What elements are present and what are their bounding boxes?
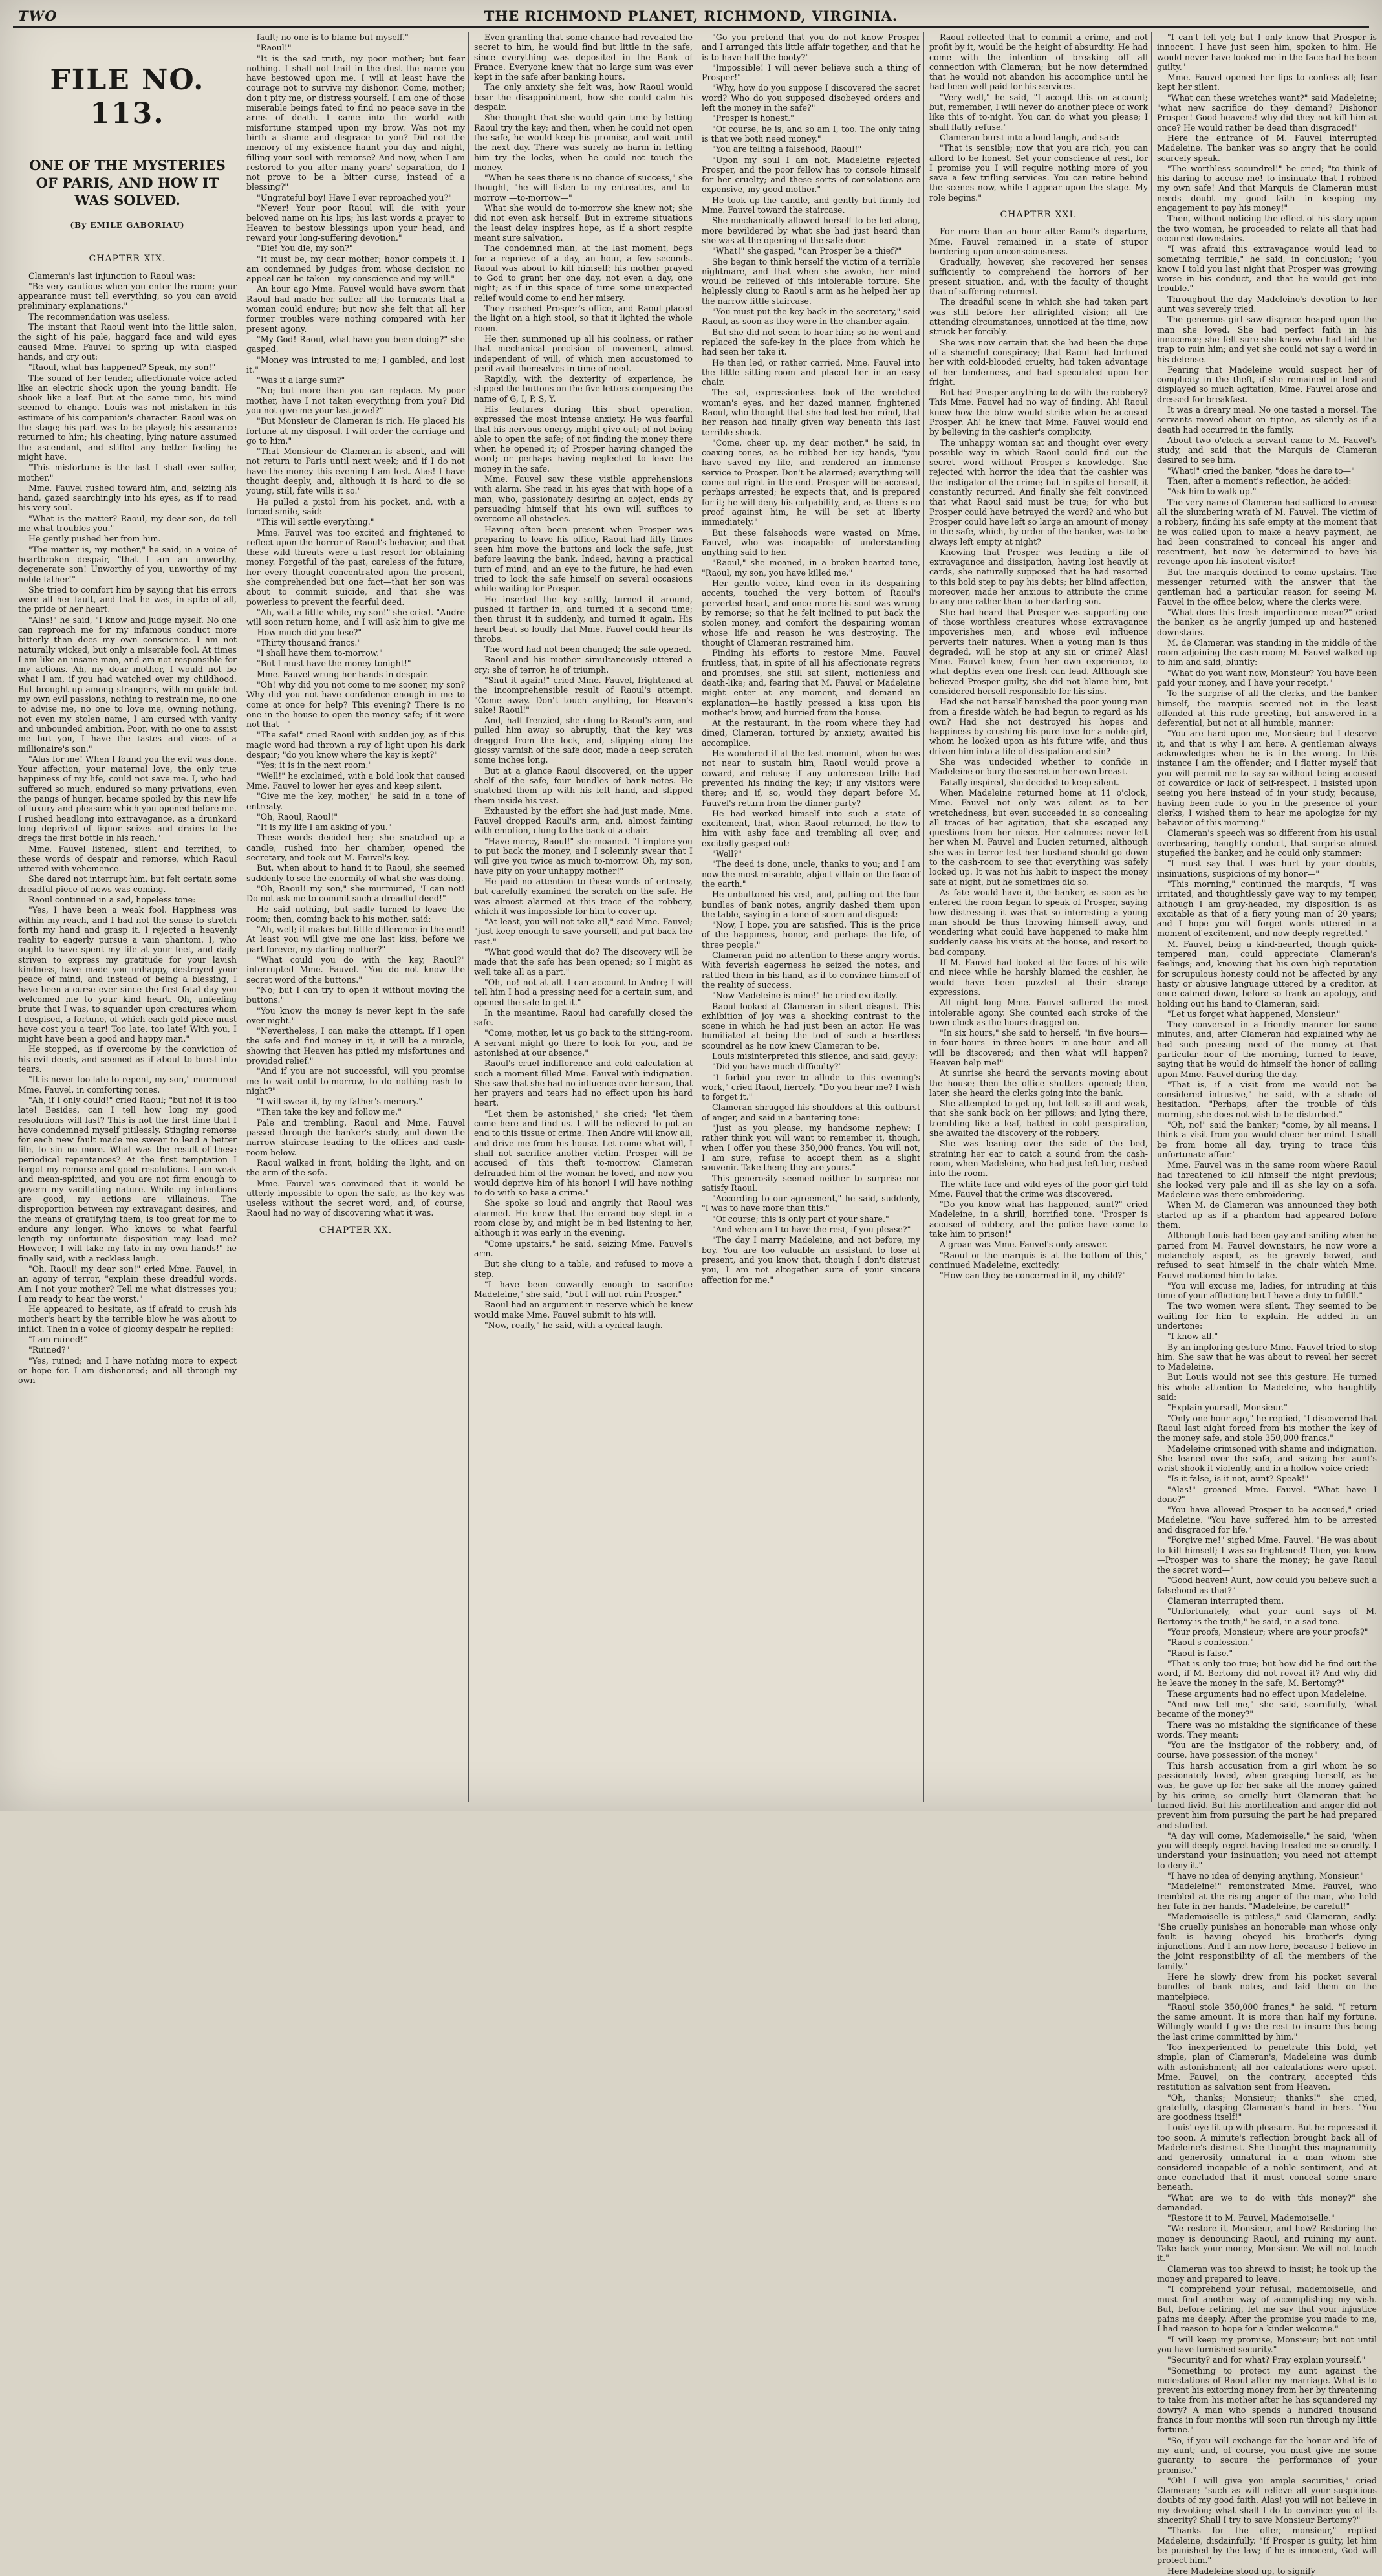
paragraph: The condemned man, at the last moment, begs for a reprieve of a day, an hour, a few seconds. Raoul was about to kill himself; his mother prayed to God to grant her one day, not even a day, one night; as if in this space of time some unexpected relief would come to end her misery. <box>474 243 693 303</box>
paragraph: The two women were silent. They seemed to be waiting for him to explain. He added in an undertone: <box>1157 1301 1377 1331</box>
paragraph: "Of course, he is, and so am I, too. The only thing is that we both need money." <box>702 124 920 144</box>
paragraph: "Let them be astonished," she cried; "let them come here and find us. I will be relieved to put an end to this tissue of crime. Then Andre will know all, and drive me from his house. Let come what will, I shall not sacrifice another victim. Prosper will be accused of this theft to-morrow. Clameran defrauded him of the woman he loved, and now you would deprive him of his honor! I will have nothing to do with so base a crime." <box>474 1108 693 1198</box>
paragraph: The generous girl saw disgrace heaped upon the man she loved. She had perfect faith in his innocence; she felt sure she knew who had laid the trap to ruin him; and yet she could not say a word in his defense. <box>1157 314 1377 364</box>
paragraph: He pulled a pistol from his pocket, and, with a forced smile, said: <box>246 496 465 516</box>
paragraph: "I have no idea of denying anything, Monsieur." <box>1167 1871 1365 1881</box>
paragraph: Then, after a moment's reflection, he added: <box>1167 476 1352 486</box>
paragraph: "What is the matter? Raoul, my dear son, do tell me what troubles you." <box>18 513 237 534</box>
paragraph: "Thirty thousand francs." <box>257 637 362 648</box>
paragraph: "I am ruined!" <box>28 1335 87 1345</box>
paragraph: He took up the candle, and gently but firmly led Mme. Fauvel toward the staircase. <box>702 195 920 215</box>
paragraph: He gently pushed her from him. <box>28 534 161 544</box>
paragraph: "You know the money is never kept in the safe over night." <box>246 1005 465 1025</box>
paragraph: "This misfortune is the last I shall ever suffer, mother." <box>18 463 237 483</box>
paragraph: He appeared to hesitate, as if afraid to crush his mother's heart by the terrible blow he was about to inflict. Then in a voice of gloomy despair he replied: <box>18 1304 237 1334</box>
story-title: FILE NO. 113. <box>50 63 205 130</box>
paragraph: To the surprise of all the clerks, and the banker himself, the marquis seemed not in the least offended at this rude greeting, but answered in a deferential, but not at all humble, manner: <box>1157 688 1377 728</box>
paragraph: Mme. Fauvel rushed toward him, and, seizing his hand, gazed searchingly into his eyes, as if to read his very soul. <box>18 483 237 513</box>
paragraph: "What do you want now, Monsieur? You have been paid your money, and I have your receipt." <box>1157 668 1377 688</box>
paragraph: Raoul looked at Clameran in silent disgust. This exhibition of joy was a shocking contrast to the scene in which he had just been an actor. He was humiliated at being the tool of such a heartless scoundrel as he now knew Clameran to be. <box>702 1001 920 1051</box>
paragraph: Mme. Fauvel was too excited and frightened to reflect upon the horror of Raoul's behavior, and that these wild threats were a last resort for obtaining money. Forgetful of the past, careless of the future, her every thought concentrated upon the present, she comprehended but one fact—that her son was about to commit suicide, and that she was powerless to prevent the fearful deed. <box>246 527 465 607</box>
paragraph: Raoul continued in a sad, hopeless tone: <box>28 895 196 904</box>
paragraph: "Your proofs, Monsieur; where are your proofs?" <box>1167 1626 1368 1637</box>
paragraph: "You are hard upon me, Monsieur; but I deserve it, and that is why I am here. A gentleman always acknowledges when he is in the wrong. In this instance I am the offender; and I flatter myself that you will permit me to say so without being accused of cowardice or lack of self-respect. I insisted upon seeing you here instead of in your study, because, having been rude to you in the presence of your clerks, I wished them to hear me apologize for my behavior of this morning." <box>1157 728 1377 828</box>
paragraph: An hour ago Mme. Fauvel would have sworn that Raoul had made her suffer all the torments that a woman could endure; but now she felt that all her former troubles were nothing compared with her present agony. <box>246 284 465 334</box>
paragraph: "Oh, Raoul! my dear son!" cried Mme. Fauvel, in an agony of terror, "explain these dreadful words. Am I not your mother? Tell me what distresses you; I am ready to hear the worst." <box>18 1263 237 1304</box>
paragraph: "This will settle everything." <box>257 517 374 527</box>
paragraph: These words decided her; she snatched up a candle, rushed into her chamber, opened the secretary, and took out M. Fauvel's key. <box>246 833 465 863</box>
paragraph: But the marquis declined to come upstairs. The messenger returned with the answer that the gentleman had a particular reason for seeing M. Fauvel in the office below, where the clerks were. <box>1157 567 1377 607</box>
paragraph: She spoke so loud and angrily that Raoul was alarmed. He knew that the errand boy slept in a room close by, and might be in bed listening to her, although it was early in the evening. <box>474 1198 693 1238</box>
paragraph: "The day I marry Madeleine, and not before, my boy. You are too valuable an assistant to lose at present, and you know that, though I don't distrust you, I am not altogether sure of your sincere affection for me." <box>702 1235 920 1285</box>
paragraph: "Nevertheless, I can make the attempt. If I open the safe and find money in it, it will be a miracle, showing that Heaven has pitied my misfortunes and provided relief." <box>246 1026 465 1065</box>
paragraph: "Is it false, is it not, aunt? Speak!" <box>1167 1474 1309 1484</box>
paragraph: "Oh, thanks; Monsieur; thanks!" she cried, gratefully, clasping Clameran's hand in hers. "You are goodness itself!" <box>1157 2092 1377 2123</box>
paragraph: "Only one hour ago," he replied, "I discovered that Raoul last night forced from his mother the key of the money safe, and stole 350,000 francs." <box>1157 1413 1377 1443</box>
paragraph: The instant that Raoul went into the little salon, the sight of his pale, haggard face and wild eyes caused Mme. Fauvel to spring up with clasped hands, and cry out: <box>18 322 237 362</box>
paragraph: "Ah, well; it makes but little difference in the end! At least you will give me one last kiss, before we part forever, my darling mother?" <box>246 924 465 954</box>
paragraph: "It is my life I am asking of you." <box>257 822 392 833</box>
paragraph: Mme. Fauvel wrung her hands in despair. <box>257 669 429 679</box>
paragraph: About two o'clock a servant came to M. Fauvel's study, and said that the Marquis de Clameran desired to see him. <box>1157 435 1377 465</box>
paragraph: "Ruined?" <box>28 1345 70 1355</box>
paragraph: Fatally inspired, she decided to keep silent. <box>940 777 1119 787</box>
paragraph: "Forgive me!" sighed Mme. Fauvel. "He was about to kill himself; I was so frightened! Then, you know—Prosper was to share the money; he gave Raoul the secret word—" <box>1157 1535 1377 1575</box>
paragraph: "But I must have the money tonight!" <box>257 659 411 669</box>
paragraph: Mme. Fauvel listened, silent and terrified, to these words of despair and remorse, which Raoul uttered with vehemence. <box>18 844 237 874</box>
paragraph: "Raoul stole 350,000 francs," he said. "I return the same amount. It is more than half my fortune. Willingly would I give the rest to insure this being the last crime committed by him." <box>1157 2002 1377 2042</box>
paragraph: "Alas!" groaned Mme. Fauvel. "What have I done?" <box>1157 1484 1377 1505</box>
paragraph: He paid no attention to these words of entreaty, but carefully examined the scratch on the safe. He was almost alarmed at this trace of the robbery, which it was impossible for him to cover up. <box>474 876 693 916</box>
paragraph: "The safe!" cried Raoul with sudden joy, as if this magic word had thrown a ray of light upon his dark despair; "do you know where the key is kept?" <box>246 730 465 760</box>
paragraph: "Ungrateful boy! Have I ever reproached you?" <box>257 192 453 202</box>
paragraph: "Now, really," he said, with a cynical laugh. <box>484 1320 663 1330</box>
paragraph: Too inexperienced to penetrate this bold, yet simple, plan of Clameran's, Madeleine was dumb with astonishment; all her calculations were upset. Mme. Fauvel, on the contrary, accepted this restitution as salvation sent from Heaven. <box>1157 2042 1377 2092</box>
paragraph: "I must say that I was hurt by your doubts, insinuations, suspicions of my honor—" <box>1157 858 1377 879</box>
paragraph: She had heard that Prosper was supporting one of those worthless creatures whose extravagance impoverishes men, and whose evil influence perverts their natures. When a young man is thus degraded, will he stop at any sin or crime? Alas! Mme. Fauvel knew, from her own experience, to what depths even one fresh can lead. Although she believed Prosper guilty, she did not blame him, but considered herself responsible for his sins. <box>929 607 1148 696</box>
paragraph: The unhappy woman sat and thought over every possible way in which Raoul could find out the secret word without Prosper's knowledge. She rejected with horror the idea that the cashier was the instigator of the crime; but in spite of herself, it constantly recurred. And finally she felt convinced that what Raoul said must be true; for who but Prosper could have betrayed the word? and who but Prosper could have left so large an amount of money in the safe, which, by order of the banker, was to be always left empty at night? <box>929 437 1148 547</box>
paragraph: Clameran was too shrewd to insist; he took up the money and prepared to leave. <box>1157 2264 1377 2284</box>
paragraph: Mme. Fauvel was convinced that it would be utterly impossible to open the safe, as the key was useless without the secret word, and, of course, Raoul had no way of discovering what it was. <box>246 1178 465 1218</box>
paragraph: The dreadful scene in which she had taken part was still before her affrighted vision; all the attending circumstances, unnoticed at the time, now struck her forcibly. <box>929 297 1148 337</box>
paragraph: "And when am I to have the rest, if you please?" <box>712 1225 911 1235</box>
paragraph: "The matter is, my mother," he said, in a voice of heartbroken despair, "that I am an unworthy, degenerate son! Unworthy of you, unworthy of my noble father!" <box>18 544 237 584</box>
paragraph: "I shall have them to-morrow." <box>257 648 383 659</box>
page-header <box>13 5 1369 28</box>
paragraph: She was leaning over the side of the bed, straining her ear to catch a sound from the cash-room, when Madeleine, who had just left her, rushed into the room. <box>929 1139 1148 1179</box>
paragraph: "Oh! I will give you ample securities," cried Clameran; "such as will relieve all your suspicious doubts of my good faith. Alas! you will not believe in my devotion; what shall I do to convince you of its sincerity? Shall I try to save Monsieur Bertomy?" <box>1157 2475 1377 2526</box>
paragraph: Madeleine crimsoned with shame and indignation. She leaned over the sofa, and seizing her aunt's wrist shook it violently, and in a hollow voice cried: <box>1157 1443 1377 1474</box>
paragraph: "What!" cried the banker, "does he dare to—" <box>1167 465 1355 475</box>
paragraph: Here he slowly drew from his pocket several bundles of bank notes, and laid them on the mantelpiece. <box>1157 1972 1377 2002</box>
column-text <box>246 32 465 1236</box>
paragraph: "Mademoiselle is pitiless," said Clameran, sadly. "She cruelly punishes an honorable man whose only fault is having obeyed his brother's dying injunctions. And I am now here, because I believe in the joint responsibility of all the members of the family." <box>1157 1912 1377 1971</box>
paragraph: What she would do to-morrow she knew not; she did not even ask herself. But in extreme situations the least delay inspires hope, as if a short respite meant sure salvation. <box>474 203 693 243</box>
story-headline: ONE OF THE MYSTERIES OF PARIS, AND HOW IT WAS SOLVED. <box>29 157 226 208</box>
paragraph: They reached Prosper's office, and Raoul placed the light on a high stool, so that it lighted the whole room. <box>474 303 693 333</box>
paragraph: "What!" she gasped, "can Prosper be a thief?" <box>712 246 902 256</box>
paragraph: "I forbid you ever to allude to this evening's work," cried Raoul, fiercely. "Do you hear me? I wish to forget it." <box>702 1072 920 1102</box>
paragraph: "I will keep my promise, Monsieur; but not until you have furnished security." <box>1157 2334 1377 2354</box>
paragraph: "Upon my soul I am not. Madeleine rejected Prosper, and the poor fellow has to console himself for her cruelty; and these sorts of consolations are expensive, my good mother." <box>702 155 920 195</box>
paragraph: When M. de Clameran was announced they both started up as if a phantom had appeared before them. <box>1157 1200 1377 1230</box>
paragraph: "That Monsieur de Clameran is absent, and will not return to Paris until next week; and if I do not have the money this evening I am lost. Alas! I have thought deeply, and, although it is hard to die so young, still, fate wills it so." <box>246 446 465 496</box>
paragraph: He then summoned up all his coolness, or rather that mechanical precision of movement, almost independent of will, of which men accustomed to peril avail themselves in time of need. <box>474 333 693 373</box>
paragraph: But Louis would not see this gesture. He turned his whole attention to Madeleine, who haughtily said: <box>1157 1372 1377 1403</box>
paragraph: Rapidly, with the dexterity of experience, he slipped the buttons on the five letters composing the name of G, I, P, S, Y. <box>474 374 693 404</box>
paragraph: Raoul's cruel indifference and cold calculation at such a moment filled Mme. Fauvel with indignation. She saw that she had no influence over her son, that her prayers and tears had no effect upon his hard heart. <box>474 1058 693 1108</box>
paragraph: There was no mistaking the significance of these words. They meant: <box>1157 1719 1377 1740</box>
paragraph: "Unfortunately, what your aunt says of M. Bertomy is the truth," he said, in a sad tone. <box>1157 1606 1377 1626</box>
paragraph: Clameran's last injunction to Raoul was: <box>28 270 195 281</box>
paragraph: "Come, mother, let us go back to the sitting-room. A servant might go there to look for you, and be astonished at our absence." <box>474 1028 693 1058</box>
paragraph: She dared not interrupt him, but felt certain some dreadful piece of news was coming. <box>18 874 237 894</box>
page-number: TWO <box>18 8 58 24</box>
paragraph: But she did not seem to hear him; so he went and replaced the safe-key in the place from which he had seen her take it. <box>702 327 920 357</box>
paragraph: "Restore it to M. Fauvel, Mademoiselle." <box>1167 2213 1335 2223</box>
paragraph: Raoul had an argument in reserve which he knew would make Mme. Fauvel submit to his will. <box>474 1300 693 1320</box>
column-4 <box>702 32 920 1802</box>
paragraph: "Yes; it is in the next room." <box>257 760 372 770</box>
paragraph: "Madeleine!" remonstrated Mme. Fauvel, who trembled at the rising anger of the man, who held her fate in her hands. "Madeleine, be careful!" <box>1157 1881 1377 1911</box>
paragraph: "At least, you will not take all," said Mme. Fauvel; "just keep enough to save yourself, and put back the rest." <box>474 917 693 946</box>
paragraph: "Come, cheer up, my dear mother," he said, in coaxing tones, as he rubbed her icy hands, "you have saved my life, and rendered an immense service to Prosper. Don't be alarmed; everything will come out right in the end. Prosper will be accused, perhaps arrested; he expects that, and is prepared for it; he will deny his culpability, and, as there is no proof against him, he will be set at liberty immediately." <box>702 437 920 527</box>
paragraph: "You will excuse me, ladies, for intruding at this time of your affliction; but I have a duty to fulfill." <box>1157 1280 1377 1301</box>
paragraph: Even granting that some chance had revealed the secret to him, he would find but little in the safe, since everything was deposited in the Bank of France. Everyone knew that no large sum was ever kept in the safe after banking hours. <box>474 32 693 82</box>
paragraph: The only anxiety she felt was, how Raoul would bear the disappointment, how she could calm his despair. <box>474 82 693 113</box>
paragraph: He then led, or rather carried, Mme. Fauvel into the little sitting-room and placed her in an easy chair. <box>702 357 920 387</box>
paragraph: Gradually, however, she recovered her senses sufficiently to comprehend the horrors of her present situation, and, with the faculty of thought that of suffering returned. <box>929 257 1148 297</box>
paragraph: "My God! Raoul, what have you been doing?" she gasped. <box>246 334 465 355</box>
paragraph: "A day will come, Mademoiselle," he said, "when you will deeply regret having treated me so cruelly. I understand your insinuation; you need not attempt to deny it." <box>1157 1830 1377 1870</box>
paragraph: "What are we to do with this money?" she demanded. <box>1157 2192 1377 2212</box>
paragraph: Clameran's speech was so different from his usual overbearing, haughty conduct, that surprise almost stupefied the banker, and he could only stammer: <box>1157 828 1377 858</box>
paragraph: "Explain yourself, Monsieur." <box>1167 1403 1288 1413</box>
paragraph: Although Louis had been gay and smiling when he parted from M. Fauvel downstairs, he now wore a melancholy aspect, as he gravely bowed, and refused to seat himself in the chair which Mme. Fauvel motioned him to take. <box>1157 1230 1377 1280</box>
paragraph: M. de Clameran was standing in the middle of the room adjoining the cash-room; M. Fauvel walked up to him and said, bluntly: <box>1157 637 1377 668</box>
paragraph: Finding his efforts to restore Mme. Fauvel fruitless, that, in spite of all his affectionate regrets and promises, she still sat silent, motionless and death-like; and, fearing that M. Fauvel or Madeleine might enter at any moment, and demand an explanation—he hastily pressed a kiss upon his mother's brow, and hurried from the house. <box>702 648 920 717</box>
paragraph: At the restaurant, in the room where they had dined, Clameran, tortured by anxiety, awaited his accomplice. <box>702 718 920 748</box>
paragraph: She was now certain that she had been the dupe of a shameful conspiracy; that Raoul had tortured her with cold-blooded cruelty, had taken advantage of her tenderness, and had speculated upon her fright. <box>929 337 1148 387</box>
paragraph: Mme. Fauvel was in the same room where Raoul had threatened to kill himself the night previous; she looked very pale and ill as she lay on a sofa. Madeleine was there embroidering. <box>1157 1160 1377 1200</box>
paragraph: He unbuttoned his vest, and, pulling out the four bundles of bank notes, angrily dashed them upon the table, saying in a tone of scorn and disgust: <box>702 890 920 919</box>
paragraph: "Very well," he said, "I accept this on account; but, remember, I will never do another piece of work like this of to-night. You can do what you please; I shall flatly refuse." <box>929 92 1149 132</box>
paragraph: "I know all." <box>1167 1331 1218 1342</box>
paragraph: Pale and trembling, Raoul and Mme. Fauvel passed through the banker's study, and down the narrow staircase leading to the offices and cash-room below. <box>246 1117 465 1157</box>
paragraph: If M. Fauvel had looked at the faces of his wife and niece while he harshly blamed the cashier, he would have been puzzled at their strange expressions. <box>929 957 1148 997</box>
paragraph: "You are the instigator of the robbery, and, of course, have possession of the money." <box>1157 1740 1377 1760</box>
paragraph: "Well!" he exclaimed, with a bold look that caused Mme. Fauvel to lower her eyes and keep silent. <box>246 770 465 791</box>
column-6 <box>1157 32 1377 2576</box>
paragraph: Having often been present when Prosper was preparing to leave his office, Raoul had fifty times seen him move the buttons and lock the safe, just before leaving the bank. Indeed, having a practical turn of mind, and an eye to the future, he had even tried to lock the safe himself on several occasions while waiting for Prosper. <box>474 524 693 594</box>
paragraph: Had she not herself banished the poor young man from a fireside which he had begun to regard as his own? Had she not destroyed his hopes and happiness by crushing his pure love for a noble girl, whom he looked upon as his future wife, and thus driven him into a life of dissipation and sin? <box>929 697 1148 756</box>
paragraph: He inserted the key softly, turned it around, pushed it farther in, and turned it a second time; then thrust it in suddenly, and turned it again. His heart beat so loudly that Mme. Fauvel could hear its throbs. <box>474 594 693 644</box>
paragraph: "Have mercy, Raoul!" she moaned. "I implore you to put back the money, and I solemnly swear that I will give you twice as much to-morrow. Oh, my son, have pity on your unhappy mother!" <box>474 836 693 876</box>
chapter-heading: CHAPTER XX. <box>319 1225 393 1236</box>
paragraph: "What could you do with the key, Raoul?" interrupted Mme. Fauvel. "You do not know the secret word of the buttons." <box>246 955 465 985</box>
paragraph: "Alas!" he said, "I know and judge myself. No one can reproach me for my infamous conduct more bitterly than does my own conscience. I am not naturally wicked, but only a miserable fool. At times I am like an insane man, and am not responsible for my actions. Ah, my dear mother, I would not be what I am, if you had watched over my childhood. But brought up among strangers, with no guide but my own evil passions, nothing to restrain me, no one to advise me, no one to love me, owning nothing, not even my stolen name, I am cursed with vanity and unbounded ambition. Poor, with no one to assist me but you, I have the tastes and vices of a millionaire's son." <box>18 615 237 754</box>
chapter-heading: CHAPTER XXI. <box>1000 210 1077 221</box>
paragraph: "I have been cowardly enough to sacrifice Madeleine," she said, "but I will not ruin Prosper." <box>474 1279 693 1300</box>
paragraph: "According to our agreement," he said, suddenly, "I was to have more than this." <box>702 1194 920 1214</box>
paragraph: A groan was Mme. Fauvel's only answer. <box>940 1239 1108 1250</box>
paragraph: "It must be, my dear mother; honor compels it. I am condemned by judges from whose decision no appeal can be taken—my conscience and my will." <box>246 254 465 284</box>
paragraph: As fate would have it, the banker, as soon as he entered the room began to speak of Prosper, saying how distressing it was that so interesting a young man should be thus throwing himself away, and wondering what could have happened to make him suddenly cease his visits at the house, and resort to bad company. <box>929 887 1148 957</box>
column-text <box>18 271 237 1386</box>
paragraph: "Thanks for the offer, monsieur," replied Madeleine, disdainfully. "If Prosper is guilty, let him be punished by the law; if he is innocent, God will protect him." <box>1157 2526 1377 2566</box>
paragraph: "Raoul!" <box>257 43 292 53</box>
paragraph: Knowing that Prosper was leading a life of extravagance and dissipation, having lost heavily at cards, she naturally supposed that he had resorted to this bold step to pay his debts; her blind affection, moreover, made her anxious to attribute the crime to any one rather than to her darling son. <box>929 547 1149 607</box>
paragraph: These arguments had no effect upon Madeleine. <box>1167 1688 1367 1699</box>
paragraph: "Raoul or the marquis is at the bottom of this," continued Madeleine, excitedly. <box>929 1250 1148 1270</box>
paragraph: "Ah, if I only could!" cried Raoul; "but no! it is too late! Besides, can I tell how long my good resolutions will last? This is not the first time that I have condemned myself pitilessly. Stinging remorse for each new fault made me swear to lead a better life, to sin no more. What was the result of these periodical repentances? At the first temptation I forgot my remorse and good resolutions. I am weak and mean-spirited, and you are not firm enough to govern my vacillating nature. While my intentions are good, my actions are villainous. The disproportion between my extravagant desires, and the means of gratifying them, is too great for me to endure any longer. Who knows to what fearful length my unfortunate disposition may lead me? However, I will take my fate in my own hands!" he finally said, with a reckless laugh. <box>18 1095 237 1263</box>
paragraph: He stopped, as if overcome by the conviction of his evil deeds, and seemed as if about to burst into tears. <box>18 1044 237 1075</box>
paragraph: But, when about to hand it to Raoul, she seemed suddenly to see the enormity of what she was doing. <box>246 863 465 883</box>
story-byline: (By EMILE GABORIAU) <box>70 221 185 230</box>
paragraph: She tried to comfort him by saying that his errors were all her fault, and that he was, in spite of all, the pride of her heart. <box>18 584 237 615</box>
paragraph: "I will swear it, by my father's memory." <box>257 1097 423 1107</box>
paragraph: "Raoul is false." <box>1167 1648 1233 1658</box>
paragraph: "Die! You die, my son?" <box>257 243 353 254</box>
paragraph: "Oh! why did you not come to me sooner, my son? Why did you not have confidence enough in me to come at once for help? This evening? There is no one in the house to open the money safe; if it were not that—" <box>246 680 465 730</box>
paragraph: "Was it a large sum?" <box>257 375 345 386</box>
column-1 <box>18 32 237 1802</box>
paragraph: Then, without noticing the effect of his story upon the two women, he proceeded to relate all that had occurred downstairs. <box>1157 213 1377 243</box>
paragraph: "Ah, wait a little while, my son!" she cried. "Andre will soon return home, and I will ask him to give me— How much did you lose?" <box>246 607 465 637</box>
paragraph: He had worked himself into such a state of excitement, that, when Raoul returned, he flew to him with ashy face and trembling all over, and excitedly gasped out: <box>702 808 920 848</box>
paragraph: Mme. Fauvel saw these visible apprehensions with alarm. She read in his eyes that with hope of a man, who, passionately desiring an object, ends by persuading himself that his own will suffices to overcome all obstacles. <box>474 474 693 524</box>
paragraph: "Come upstairs," he said, seizing Mme. Fauvel's arm. <box>474 1238 693 1258</box>
paragraph: At sunrise she heard the servants moving about the house; then the office shutters opened; then, later, she heard the clerks going into the bank. <box>929 1068 1148 1098</box>
paragraph: Here the entrance of M. Fauvel interrupted Madeleine. The banker was so angry that he could scarcely speak. <box>1157 133 1377 163</box>
paragraph: The very name of Clameran had sufficed to arouse all the slumbering wrath of M. Fauvel. The victim of a robbery, finding his safe empty at the moment that he was called upon to make a heavy payment, he had been constrained to conceal his anger and resentment, but now he determined to have his revenge upon his insolent visitor! <box>1157 497 1377 567</box>
paragraph: "Let us forget what happened, Monsieur." <box>1167 1009 1341 1019</box>
column-text <box>702 32 920 1285</box>
paragraph: "Prosper is honest." <box>712 113 794 124</box>
paragraph: Clameran burst into a loud laugh, and said: <box>940 132 1119 142</box>
column-text <box>929 32 1148 1281</box>
paragraph: "Well?" <box>712 849 742 859</box>
paragraph: "How can they be concerned in it, my child?" <box>940 1271 1127 1281</box>
paragraph: But she clung to a table, and refused to move a step. <box>474 1259 693 1279</box>
paragraph: "Raoul's confession." <box>1167 1637 1255 1648</box>
paragraph: "The worthless scoundrel!" he cried; "to think of his daring to accuse me! to insinuate that I robbed my own safe! And that Marquis de Clameran must needs doubt my good faith in keeping my engagement to pay his money!" <box>1157 163 1377 213</box>
paragraph: But these falsehoods were wasted on Mme. Fauvel, who was incapable of understanding anything said to her. <box>702 527 920 558</box>
column-rule <box>1151 32 1152 1802</box>
paragraph: "This morning," continued the marquis, "I was irritated, and thoughtlessly gave way to my temper, although I am gray-headed, my disposition is as excitable as that of a fiery young man of 20 years; and I hope you will forget words uttered in a moment of excitement, and now deeply regretted." <box>1157 879 1377 939</box>
paragraph: "What can these wretches want?" said Madeleine; "what new sacrifice do they demand? Dishonor Prosper! Good heavens! why did they not kill him at once? He would rather be dead than disgraced!" <box>1157 93 1377 133</box>
paragraph: By an imploring gesture Mme. Fauvel tried to stop him. She saw that he was about to reveal her secret to Madeleine. <box>1157 1342 1377 1372</box>
paragraph: fault; no one is to blame but myself." <box>257 32 409 42</box>
paragraph: She thought that she would gain time by letting Raoul try the key; and then, when he could not open the safe, he would keep his promise, and wait until the next day. There was surely no harm in letting him try the locks, when he could not touch the money. <box>474 113 693 172</box>
paragraph: "Did you have much difficulty?" <box>712 1062 843 1072</box>
column-2 <box>246 32 465 1802</box>
paragraph: "Shut it again!" cried Mme. Fauvel, frightened at the incomprehensible result of Raoul's attempt. "Come away. Don't touch anything, for Heaven's sake! Raoul!" <box>474 675 693 715</box>
paragraph: Louis' eye lit up with pleasure. But he repressed it too soon. A minute's reflection brought back all of Madeleine's distrust. She thought this magnanimity and generosity unnatural in a man whom she considered incapable of a noble sentiment, and at once concluded that it must conceal some snare beneath. <box>1157 2123 1377 2192</box>
paragraph: The white face and wild eyes of the poor girl told Mme. Fauvel that the crime was discovered. <box>929 1179 1148 1199</box>
paragraph: "It is never too late to repent, my son," murmured Mme. Fauvel, in comforting tones. <box>18 1075 237 1095</box>
paragraph: Raoul reflected that to commit a crime, and not profit by it, would be the height of absurdity. He had come with the intention of breaking off all connection with Clameran; but he now determined that he would not abandon his accomplice until he had been well paid for his services. <box>929 32 1148 92</box>
paragraph: "I was afraid this extravagance would lead to something terrible," he said, in conclusion; "you know I told you last night that Prosper was growing worse in his conduct, and that he would get into trouble." <box>1157 244 1377 294</box>
paragraph: "The deed is done, uncle, thanks to you; and I am now the most miserable, abject villain on the face of the earth." <box>702 859 920 889</box>
column-rule <box>923 32 924 1802</box>
paragraph: "Raoul, what has happened? Speak, my son!" <box>28 362 216 373</box>
paragraph: Her gentle voice, kind even in its despairing accents, touched the very bottom of Raoul's perverted heart, and once more his soul was wrung by remorse; so that he felt inclined to put back the stolen money, and comfort the despairing woman whose life and reason he was destroying. The thought of Clameran restrained him. <box>702 578 920 648</box>
column-rule <box>468 32 469 1802</box>
paragraph: And, half frenzied, she clung to Raoul's arm, and pulled him away so abruptly, that the key was dragged from the lock, and, slipping along the glossy varnish of the safe door, made a deep scratch some inches long. <box>474 715 693 765</box>
paragraph: Mme. Fauvel opened her lips to confess all; fear kept her silent. <box>1157 72 1377 93</box>
paragraph: Raoul and his mother simultaneously uttered a cry; she of terror; he of triumph. <box>474 655 693 675</box>
paragraph: But had Prosper anything to do with the robbery? This Mme. Fauvel had no way of finding. Ah! Raoul knew how the blow would strike when he accused Prosper. Ah! he knew that Mme. Fauvel would end by believing in the cashier's complicity. <box>929 387 1148 437</box>
paragraph: "Security? and for what? Pray explain yourself." <box>1167 2355 1366 2365</box>
paragraph: "You are telling a falsehood, Raoul!" <box>712 144 862 155</box>
paragraph: "What good would that do? The discovery will be made that the safe has been opened; so I might as well take all as a part." <box>474 947 693 977</box>
paragraph: The sound of her tender, affectionate voice acted like an electric shock upon the young bandit. He shook like a leaf. But at the same time, his mind seemed to change. Louis was not mistaken in his estimate of his companion's character. Raoul was on the stage; his part was to be played; his assurance returned to him; his cheating, lying nature assumed the ascendant, and stifled any better feeling he might have. <box>18 373 237 462</box>
paragraph: "Now, I hope, you are satisfied. This is the price of the happiness, honor, and perhaps the life, of three people." <box>702 920 920 950</box>
paragraph: "Never! Your poor Raoul will die with your beloved name on his lips; his last words a prayer to Heaven to bestow blessings upon your head, and reward your long-suffering devotion." <box>246 203 465 243</box>
paragraph: But at a glance Raoul discovered, on the upper shelf of the safe, four bundles of bank notes. He snatched them up with his left hand, and slipped them inside his vest. <box>474 765 693 805</box>
paragraph: All night long Mme. Fauvel suffered the most intolerable agony. She counted each stroke of the town clock as the hours dragged on. <box>929 998 1148 1027</box>
paragraph: They conversed in a friendly manner for some minutes, and, after Clameran had explained why he had such pressing need of the money at that particular hour of the morning, turned to leave, saying that he would do himself the honor of calling upon Mme. Fauvel during the day. <box>1157 1020 1377 1079</box>
paragraph: "I comprehend your refusal, mademoiselle, and must find another way of accomplishing my wish. But, before retiring, let me say that your injustice pains me deeply. After the promise you made to me, I had reason to hope for a kinder welcome." <box>1157 2284 1377 2334</box>
paragraph: "You must put the key back in the secretary," said Raoul, as soon as they were in the chamber again. <box>702 307 920 327</box>
paragraph: The recommendation was useless. <box>28 311 171 322</box>
paragraph: Fearing that Madeleine would suspect her of complicity in the theft, if she remained in bed and displayed so much agitation, Mme. Fauvel arose and dressed for breakfast. <box>1157 364 1377 404</box>
paragraph: "That is only too true; but how did he find out the word, if M. Bertomy did not reveal it? And why did he leave the money in the safe, M. Bertomy?" <box>1157 1658 1377 1688</box>
paragraph: She began to think herself the victim of a terrible nightmare, and that when she awoke, her mind would be relieved of this intolerable torture. She helplessly clung to Raoul's arm as he helped her up the narrow little staircase. <box>702 256 920 306</box>
paragraph: Raoul walked in front, holding the light, and on the arm of the sofa. <box>246 1157 465 1178</box>
paragraph: "Of course; this is only part of your share." <box>712 1214 889 1224</box>
paragraph: This harsh accusation from a girl whom he so passionately loved, when grasping herself, as he was, he gave up for her sake all the money gained by his crime, so cruelly hurt Clameran that he turned livid. But his mortification and anger did not prevent him from pursuing the part he had prepared and studied. <box>1157 1760 1377 1830</box>
paragraph: Louis misinterpreted this silence, and said, gayly: <box>712 1051 918 1061</box>
paragraph: Here Madeleine stood up, to signify <box>1167 2566 1315 2576</box>
paragraph: "Oh, Raoul, Raoul!" <box>257 811 338 822</box>
paragraph: "You have allowed Prosper to be accused," cried Madeleine. "You have suffered him to be arrested and disgraced for life." <box>1157 1505 1377 1534</box>
column-text <box>1157 32 1377 2576</box>
paragraph: "No; but I can try to open it without moving the buttons." <box>246 985 465 1005</box>
paragraph: Clameran shrugged his shoulders at this outburst of anger, and said in a bantering tone: <box>702 1102 920 1122</box>
paragraph: In the meantime, Raoul had carefully closed the safe. <box>474 1007 693 1028</box>
paragraph: "Money was intrusted to me; I gambled, and lost it." <box>246 355 465 375</box>
paragraph: "Give me the key, mother," he said in a tone of entreaty. <box>246 791 465 811</box>
paragraph: "And now tell me," she said, scornfully, "what became of the money?" <box>1157 1699 1377 1719</box>
paragraph: Throughout the day Madeleine's devotion to her aunt was severely tried. <box>1157 294 1377 314</box>
paragraph: For more than an hour after Raoul's departure, Mme. Fauvel remained in a state of stupor bordering upon unconsciousness. <box>929 226 1148 256</box>
paragraph: This generosity seemed neither to surprise nor satisfy Raoul. <box>702 1173 920 1193</box>
column-text <box>474 32 693 1330</box>
paragraph: "Yes, I have been a weak fool. Happiness was within my reach, and I had not the sense to stretch forth my hand and grasp it. I rejected a heavenly reality to eagerly pursue a vain phantom. I, who ought to have spent my life at your feet, and daily striven to express my gratitude for your lavish kindness, have made you unhappy, destroyed your peace of mind, and instead of being a blessing, I have been a curse ever since the first fatal day you welcomed me to your kind heart. Oh, unfeeling brute that I was, to squander upon creatures whom I despised, a fortune, of which each gold piece must have cost you a tear! Too late, too late! With you, I might have been a good and happy man." <box>18 905 237 1044</box>
paragraph: "Impossible! I will never believe such a thing of Prosper!" <box>702 62 920 83</box>
paragraph: "Oh, no!" said the banker; "come, by all means. I think a visit from you would cheer her mind. I shall be from home all day, trying to trace this unfortunate affair." <box>1157 1120 1377 1159</box>
paragraph: When Madeleine returned home at 11 o'clock, Mme. Fauvel not only was silent as to her wretchedness, but even succeeded in so concealing all traces of her agitation, that she escaped any questions from her niece. Her calmness never left her when M. Fauvel and Lucien returned, although she was in terror lest her husband should go down to the cash-room to see that everything was safely locked up. It was not his habit to inspect the money safe at night, but he sometimes did so. <box>929 787 1148 887</box>
paragraph: "When he sees there is no chance of success," she thought, "he will listen to my entreaties, and to-morrow —to-morrow—" <box>474 173 693 202</box>
paragraph: "Why, how do you suppose I discovered the secret word? Who do you supposed disobeyed orders and left the money in the safe?" <box>702 83 920 113</box>
paragraph: "In six hours," she said to herself, "in five hours—in four hours—in three hours—in one hour—and all will be discovered; and then what will happen? Heaven help me!" <box>929 1028 1148 1067</box>
paragraph: He wondered if at the last moment, when he was not near to sustain him, Raoul would prove a coward, and refuse; if any unforeseen trifle had prevented his finding the key; if any visitors were there; and if, so, would they depart before M. Fauvel's return from the dinner party? <box>702 748 920 808</box>
paragraph: "That is sensible; now that you are rich, you can afford to be honest. Set your conscience at rest, for I promise you I will require nothing more of you save a few trifling services. You can retire behind the scenes now, while I appear upon the stage. My role begins." <box>929 143 1148 202</box>
paragraph: She mechanically allowed herself to be led along, more bewildered by what she had just heard than she was at the opening of the safe door. <box>702 215 920 245</box>
paragraph: "So, if you will exchange for the honor and life of my aunt; and, of course, you must give me some guaranty to secure the performance of your promise." <box>1157 2435 1377 2475</box>
paragraph: Clameran interrupted them. <box>1167 1596 1284 1606</box>
paragraph: "But Monsieur de Clameran is rich. He placed his fortune at my disposal. I will order the carriage and go to him." <box>246 416 465 446</box>
paragraph: The set, expressionless look of the wretched woman's eyes, and her dazed manner, frightened Raoul, who thought that she had lost her mind, that her reason had finally given way beneath this last terrible shock. <box>702 387 920 437</box>
paragraph: "We restore it, Monsieur, and how? Restoring the money is denouncing Raoul, and ruining my aunt. Take back your money, Monsieur. We will not touch it." <box>1157 2223 1377 2264</box>
paragraph: She attempted to get up, but felt so ill and weak, that she sank back on her pillows; and lying there, trembling like a leaf, bathed in cold perspiration, she awaited the discovery of the robbery. <box>929 1098 1148 1139</box>
paragraph: "Then take the key and follow me." <box>257 1107 402 1117</box>
chapter-heading: CHAPTER XIX. <box>89 254 166 265</box>
paragraph: "Now Madeleine is mine!" he cried excitedly. <box>712 990 898 1001</box>
column-3 <box>474 32 693 1802</box>
paragraph: Clameran paid no attention to these angry words. With feverish eagerness he seized the notes, and rattled them in his hand, as if to convince himself of the reality of success. <box>702 950 920 990</box>
paragraph: "Be very cautious when you enter the room; your appearance must tell everything, so you can avoid preliminary explanations." <box>18 281 237 311</box>
paragraph: "Yes, ruined; and I have nothing more to expect or hope for. I am dishonored; and all through my own <box>18 1355 237 1386</box>
paragraph: "That is, if a visit from me would not be considered intrusive," he said, with a shade of hesitation. "Perhaps, after the trouble of this morning, she does not wish to be disturbed." <box>1157 1079 1377 1119</box>
masthead: THE RICHMOND PLANET, RICHMOND, VIRGINIA. <box>484 8 898 24</box>
column-5 <box>929 32 1148 1802</box>
paragraph: She was undecided whether to confide in Madeleine or bury the secret in her own breast. <box>929 757 1148 777</box>
paragraph: His features during this short operation, expressed the most intense anxiety. He was fearful that his nervous energy might give out; of not being able to open the safe; of not finding the money there when he opened it; of Prosper having changed the word; or perhaps having neglected to leave the money in the safe. <box>474 404 693 474</box>
paragraph: "Oh, no! not at all. I can account to Andre; I will tell him I had a pressing need for a certain sum, and opened the safe to get it." <box>474 977 693 1007</box>
paragraph: "Do you know what has happened, aunt?" cried Madeleine, in a shrill, horrified tone. "Prosper is accused of robbery, and the police have come to take him to prison!" <box>929 1199 1148 1239</box>
paragraph: It was a dreary meal. No one tasted a morsel. The servants moved about on tiptoe, as silently as if a death had occurred in the family. <box>1157 404 1377 435</box>
paragraph: Exhausted by the effort she had just made, Mme. Fauvel dropped Raoul's arm, and, almost fainting with emotion, clung to the back of a chair. <box>474 805 693 836</box>
paragraph: "Raoul," she moaned, in a broken-hearted tone, "Raoul, my son, you have killed me." <box>702 558 920 578</box>
paragraph: "Just as you please, my handsome nephew; I rather think you will want to remember it, though, when I offer you these 350,000 francs. You will not, I am sure, refuse to accept them as a slight souvenir. Take them; they are yours." <box>702 1123 920 1173</box>
paragraph: M. Fauvel, being a kind-hearted, though quick-tempered man, could appreciate Clameran's feelings; and, knowing that his own high reputation for scrupulous honesty could not be affected by any hasty or abusive language uttered by a creditor, at once calmed down, before so frank an apology, and holding out his hand to Clameran, said: <box>1157 939 1377 1009</box>
paragraph: "Ask him to walk up." <box>1167 486 1257 497</box>
paragraph: "I can't tell yet; but I only know that Prosper is innocent. I have just seen him, spoken to him. He would never have looked me in the face had he been guilty." <box>1157 32 1377 72</box>
paragraph: "No; but more than you can replace. My poor mother, have I not taken everything from you? Did you not give me your last jewel?" <box>246 386 465 415</box>
paragraph: "Oh, Raoul! my son," she murmured, "I can not! Do not ask me to commit such a dreadful deed!" <box>246 883 465 904</box>
paragraph: "Something to protect my aunt against the molestations of Raoul after my marriage. What is to prevent his extorting money from her by threatening to take from his mother after he has squandered my dowry? A man who spends a hundred thousand francs in four months will soon run through my little fortune." <box>1157 2365 1377 2435</box>
paragraph: "Go you pretend that you do not know Prosper and I arranged this little affair together, and that he is to have half the booty?" <box>702 32 920 62</box>
paragraph: "It is the sad truth, my poor mother; but fear nothing. I shall not trail in the dust the name you have bestowed upon me. I will at least have the courage not to survive my dishonor. Come, mother; don't pity me, or distress yourself. I am one of those miserable beings fated to find no peace save in the arms of death. I came into the world with misfortune stamped upon my brow. Was not my birth a shame and disgrace to you? Did not the memory of my existence haunt you day and night, filling your soul with remorse? And now, when I am restored to you after many years' separation, do I not prove to be a bitter curse, instead of a blessing?" <box>246 53 465 192</box>
paragraph: The word had not been changed; the safe opened. <box>484 644 691 655</box>
paragraph: "Good heaven! Aunt, how could you believe such a falsehood as that?" <box>1157 1575 1377 1595</box>
paragraph: He said nothing, but sadly turned to leave the room; then, coming back to his mother, said: <box>246 904 465 924</box>
paragraph: "What does this fresh impertinence mean?" cried the banker, as he angrily jumped up and hastened downstairs. <box>1157 607 1377 637</box>
paragraph: "And if you are not successful, will you promise me to wait until to-morrow, to do nothing rash to-night?" <box>246 1066 465 1096</box>
paragraph: "Alas for me! When I found you the evil was done. Your affection, your maternal love, the only true happiness of my life, could not save me. I, who had suffered so much, endured so many privations, even the pangs of hunger, became spoiled by this new life of luxury and pleasure which you opened before me. I rushed headlong into extravagance, as a drunkard long deprived of liquor seizes and drains to the dregs the first bottle in his reach." <box>18 754 237 844</box>
